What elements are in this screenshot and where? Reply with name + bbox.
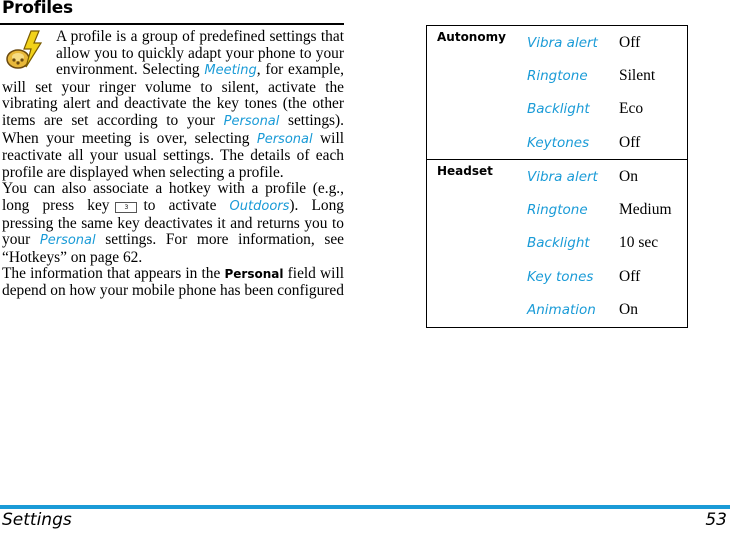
p1-text-2: , for example, will set your ringer volume to silent, activate the vibrating alert and deactivate the key tones (the other items are set according to your [2,61,344,129]
p1-text-1: A profile is a group of predefined settings that allow you to quickly adapt your phone to your environment. Selecting [56,28,344,79]
setting-name: Vibra alert [527,160,619,194]
setting-name: Backlight [527,235,590,252]
meeting-link: Meeting [204,63,257,79]
page-title: Profiles [2,0,73,18]
p2-text-4: settings. For more information, see “Hotkeys” on page 62. [2,231,345,266]
paragraph-intro [2,29,344,181]
footer-section-title: Settings [2,510,72,530]
paragraph-hotkey [2,181,344,266]
personal-link: Personal [39,233,96,249]
setting-name: Ringtone [527,202,588,219]
page-number: 53 [705,510,727,530]
setting-value: Silent [619,66,656,84]
p3-text-2: field will depend on how your mobile phone has been configured [2,265,344,299]
key-3-icon: 3 [115,202,137,213]
title-rule [0,23,344,25]
table-row [427,26,688,60]
footer-rule [0,505,730,509]
profile-name: Headset [427,160,528,327]
paragraph-personal [2,266,344,299]
p2-text-3: ). Long pressing the same key deactivates it and returns you to your [2,196,344,249]
setting-name: Backlight [527,101,590,118]
setting-name: Animation [527,302,596,319]
setting-name: Vibra alert [527,26,619,60]
p3-text-1: The information that appears in the [2,265,225,283]
profiles-table [426,25,688,328]
setting-value: 10 sec [619,234,659,252]
setting-name: Key tones [527,268,594,285]
personal-link: Personal [223,113,280,129]
setting-value: Eco [619,100,644,118]
p2-text-2: to activate [143,196,230,214]
personal-link: Personal [256,131,313,147]
setting-value: Off [619,26,688,60]
personal-field-label: Personal [224,267,284,282]
profiles-lightning-icon [4,29,46,71]
body-text [2,29,344,300]
p2-text-1: You can also associate a hotkey with a profile (e.g., long press key [2,180,344,214]
p1-text-4: will reactivate all your usual settings. The details of each profile are displayed when selecting a profile. [2,129,344,181]
p1-text-3: settings). When your meeting is over, selecting [2,111,344,147]
setting-value: Off [619,133,641,151]
setting-value: On [619,160,688,194]
setting-name: Ringtone [527,67,588,84]
table-row [427,160,688,194]
profile-name: Autonomy [427,26,528,160]
setting-value: On [619,301,638,319]
outdoors-link: Outdoors [229,198,290,214]
setting-name: Keytones [527,134,590,151]
setting-value: Medium [619,201,672,219]
setting-value: Off [619,267,641,285]
